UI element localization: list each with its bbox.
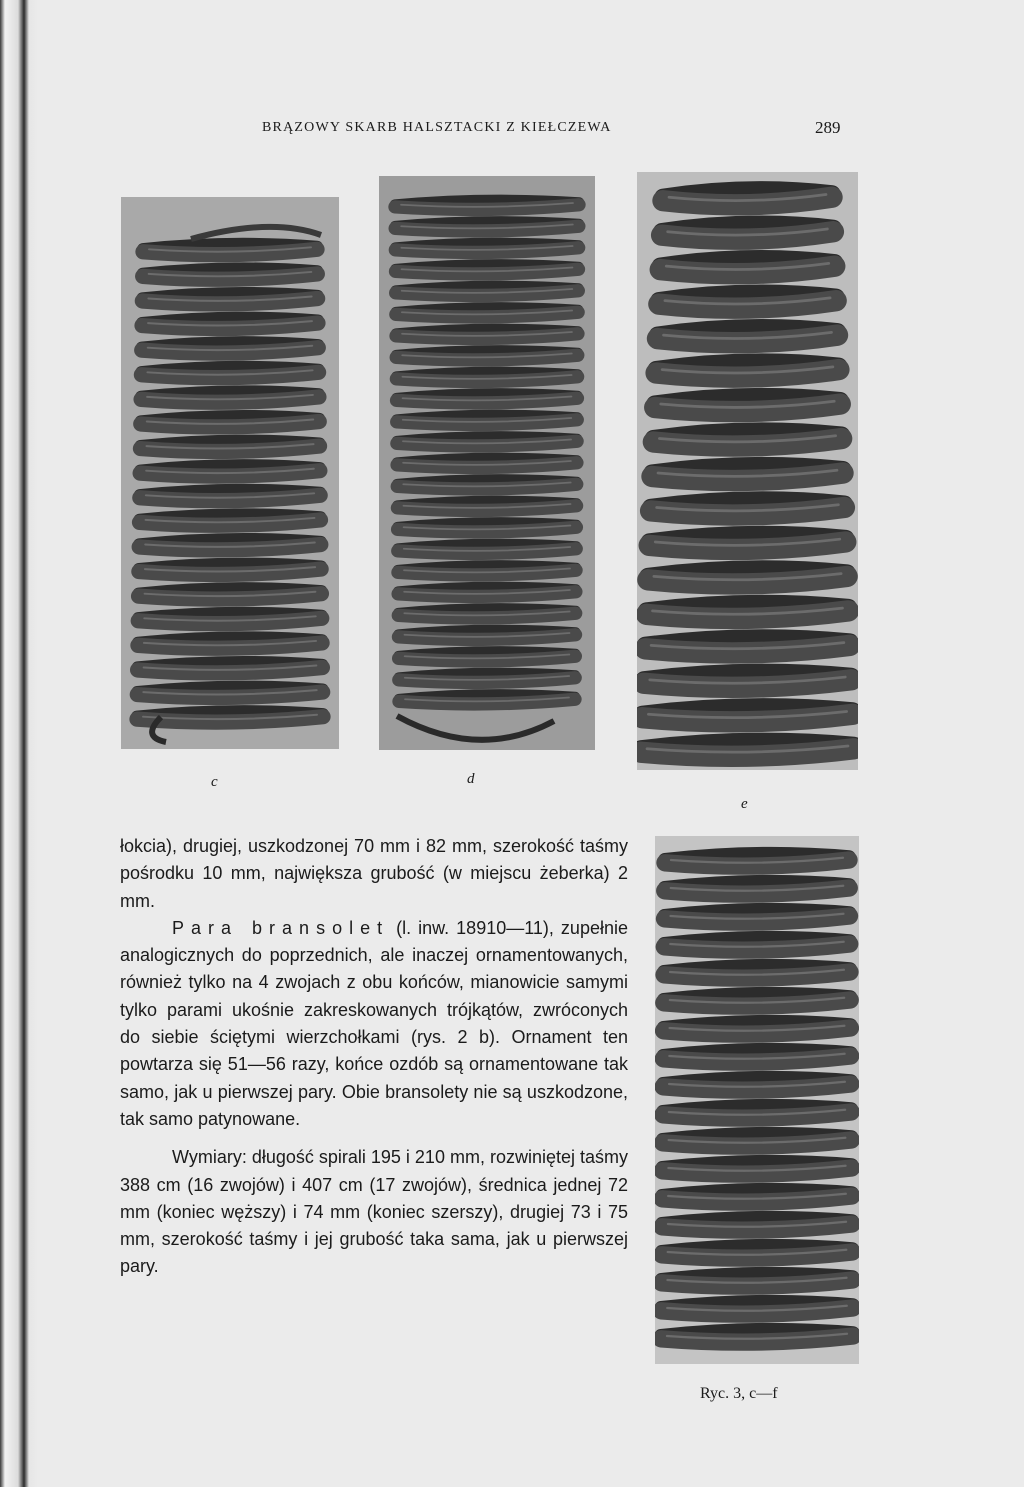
photo-spiral-bracelet-c: [121, 197, 339, 749]
article-body: [120, 833, 628, 1281]
figure-caption: Ryc. 3, c—f: [700, 1385, 778, 1402]
photo-spiral-bracelet-f: [655, 836, 859, 1364]
page-number: 289: [815, 118, 841, 137]
running-title: BRĄZOWY SKARB HALSZTACKI Z KIEŁCZEWA: [262, 120, 612, 135]
photo-spiral-bracelet-e: [637, 172, 858, 770]
paragraph-2-spaced-lead: Para bransolet: [172, 917, 390, 938]
figure-label-e: e: [741, 796, 748, 812]
paragraph-2-text: (l. inw. 18910—11), zupełnie analogicznych do poprzednich, ale inaczej ornamentowanych, również tylko na 4 zwojach z obu końców, mianowicie samymi tylko parami ukośnie zakreskowanych trójkątów, zwróconych do siebie ściętymi wierzchołkami (rys. 2 b). Ornament ten powtarza się 51—56 razy, końce ozdób są ornamentowane tak samo, jak u pierwszej pary. Obie bransolety nie są uszkodzone, tak samo patynowane.: [120, 917, 628, 1129]
paragraph-1: łokcia), drugiej, uszkodzonej 70 mm i 82 mm, szerokość taśmy pośrodku 10 mm, największa grubość (w miejscu żeberka) 2 mm.: [120, 836, 628, 911]
spiral-bracelet-c-image: [121, 197, 339, 749]
spiral-bracelet-f-image: [655, 836, 859, 1364]
figure-label-c: c: [211, 774, 218, 790]
book-binding-edge: [0, 0, 38, 1487]
spiral-bracelet-e-image: [637, 172, 858, 770]
paragraph-3: Wymiary: długość spirali 195 i 210 mm, rozwiniętej taśmy 388 cm (16 zwojów) i 407 cm (17 zwojów), średnica jednej 72 mm (koniec węższy) i 74 mm (koniec szerszy), drugiej 73 i 75 mm, szerokość taśmy i jej grubość taka sama, jak u pierwszej pary.: [120, 1147, 628, 1277]
photo-spiral-bracelet-d: [379, 176, 595, 750]
paragraph-2: [120, 915, 628, 1133]
figure-label-d: d: [467, 771, 475, 787]
spiral-bracelet-d-image: [379, 176, 595, 750]
